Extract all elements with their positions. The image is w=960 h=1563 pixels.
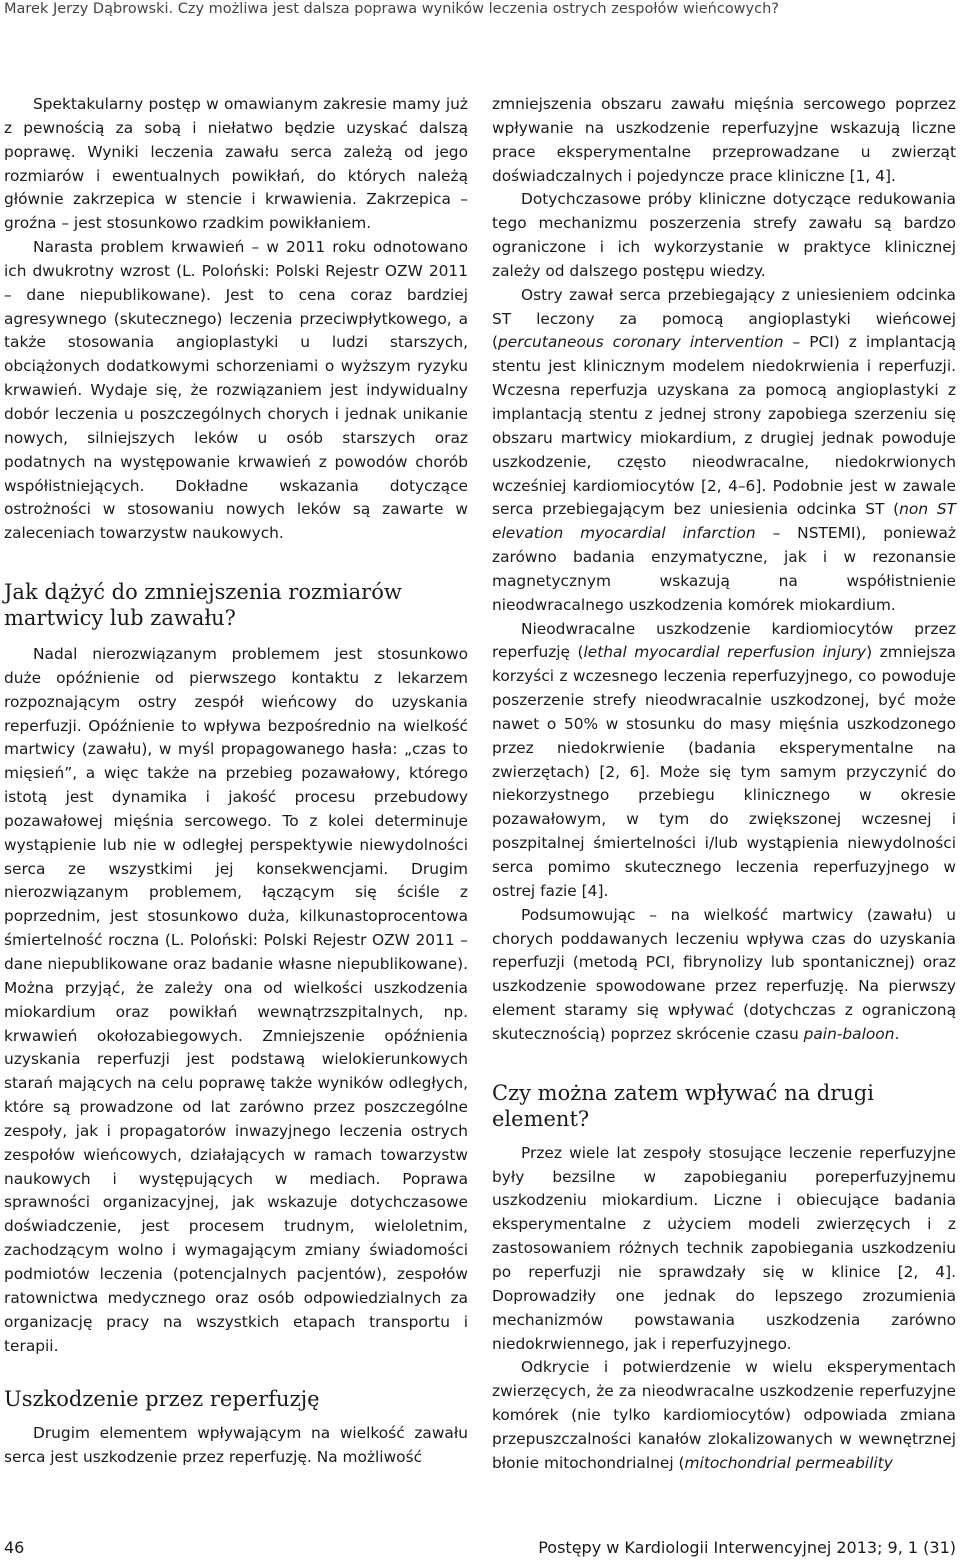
paragraph: Spektakularny postęp w omawianym zakresie mamy już z pewnością za sobą i niełatwo będzie uzyskać dalszą poprawę. Wyniki leczenia zawału serca zależą od jego rozmiarów i ewentualnych powikłań, do których należą głównie zakrzepica w stencie i krwawienia. Zakrzepica – groźna – jest stosunkowo rzadkim powikłaniem. bbox=[4, 95, 468, 233]
right-column bbox=[492, 93, 956, 1476]
text-run: Nieodwracalne uszkodzenie kardiomiocytów przez reperfuzję ( bbox=[492, 619, 956, 662]
text-run: Odkrycie i potwierdzenie w wielu eksperymentach zwierzęcych, że za nieodwracalne uszkodzenie reperfuzyjne komórek (nie tylko kardiomiocytów) odpowiada zmiana przepuszczalności kanałów zlokalizowanych w wewnętrznej błonie mitochondrialnej ( bbox=[492, 1358, 956, 1472]
page-number: 46 bbox=[4, 1538, 25, 1557]
paragraph: Drugim elementem wpływającym na wielkość zawału serca jest uszkodzenie przez reperfuzję. Na możliwość bbox=[4, 1424, 468, 1467]
paragraph bbox=[492, 618, 956, 904]
section-heading: Uszkodzenie przez reperfuzję bbox=[4, 1387, 320, 1412]
left-column bbox=[4, 93, 468, 1470]
text-run: Podsumowując – na wielkość martwicy (zawału) u chorych poddawanych leczeniu wpływa czas do uzyskania reperfuzji (metodą PCI, fibrynolizy lub spontanicznej) oraz uszkodzenie spowodowane przez reperfuzję. Na pierwszy element staramy się wpływać (dotychczas z ograniczoną skutecznością) poprzez skrócenie czasu bbox=[492, 905, 956, 1043]
italic-term: lethal myocardial reperfusion injury bbox=[583, 643, 867, 662]
text-run: Ostry zawał serca przebiegający z uniesieniem odcinka ST leczony za pomocą angioplastyki wieńcowej ( bbox=[492, 285, 956, 352]
paragraph bbox=[492, 904, 956, 1047]
paragraph bbox=[492, 1356, 956, 1475]
paragraph bbox=[492, 284, 956, 618]
paragraph: Nadal nierozwiązanym problemem jest stosunkowo duże opóźnienie od pierwszego kontaktu z lekarzem rozpoznającym ostry zespół wieńcowy do uzyskania reperfuzji. Opóźnienie to wpływa bezpośrednio na wielkość martwicy (zawału), w myśl propagowanego hasła: „czas to mięsień”, a więc także na przebieg pozawałowy, którego istotą jest dynamika i jakość procesu przebudowy pozawałowej mięśnia sercowego. To z kolei determinuje wystąpienie lub nie w odległej perspektywie niewydolności serca ze wszystkimi jej konsekwencjami. Drugim nierozwiązanym problemem, łączącym się ściśle z poprzednim, jest stosunkowo duża, kilkunastoprocentowa śmiertelność roczna (L. Poloński: Polski Rejestr OZW 2011 – dane niepublikowane oraz badanie własne niepublikowane). Można przyjąć, że zależy ona od wielkości uszkodzenia miokardium oraz powikłań wewnątrzszpitalnych, np. krwawień okołozabiegowych. Zmniejszenie opóźnienia uzyskania reperfuzji jest podstawą wielokierunkowych starań mających na celu poprawę także wyników odległych, które są prowadzone od lat zarówno przez poszczególne zespoły, jak i propagatorów inwazyjnego leczenia ostrych zespołów wieńcowych, działających w ramach towarzystw naukowych i występujących w mediach. Poprawa sprawności organizacyjnej, jak wskazuje dotychczasowe doświadczenie, jest procesem trudnym, wieloletnim, zachodzącym wolno i wymagającym zmiany świadomości podmiotów leczenia (potencjalnych pacjentów), zespołów ratownictwa medycznego oraz osób odpowiedzialnych za organizację pracy na wszystkich etapach transportu i terapii. bbox=[4, 645, 468, 1355]
italic-term: pain-baloon bbox=[803, 1024, 895, 1043]
paragraph: Przez wiele lat zespoły stosujące leczenie reperfuzyjne były bezsilne w zapobieganiu poreperfuzyjnemu uszkodzeniu miokardium. Liczne i obiecujące badania eksperymentalne z użyciem modeli zwierzęcych i z zastosowaniem różnych technik zapobiegania uszkodzeniu po reperfuzji nie sprawdzały się w klinice [2, 4]. Doprowadziły one jednak do lepszego zrozumienia mechanizmów powstawania uszkodzenia zarówno niedokrwiennego, jak i reperfuzyjnego. bbox=[492, 1143, 956, 1353]
running-head: Marek Jerzy Dąbrowski. Czy możliwa jest dalsza poprawa wyników leczenia ostrych zespołów wieńcowych? bbox=[4, 1, 779, 17]
paragraph: Dotychczasowe próby kliniczne dotyczące redukowania tego mechanizmu poszerzenia strefy zawału są bardzo ograniczone i ich wykorzystanie w praktyce klinicznej zależy od dalszego postępu wiedzy. bbox=[492, 190, 956, 280]
text-run: – PCI) z implantacją stentu jest klinicznym modelem niedokrwienia i reperfuzji. Wczesna reperfuzja uzyskana za pomocą angioplastyki z implantacją stentu z jednej strony zapobiega szerzeniu się obszaru martwicy miokardium, z drugiej jednak powoduje uszkodzenie, często nieodwracalne, niedokrwionych wcześniej kardiomiocytów [2, 4–6]. Podobnie jest w zawale serca przebiegającym bez uniesienia odcinka ST ( bbox=[492, 333, 956, 519]
italic-term: mitochondrial permeability bbox=[684, 1453, 893, 1472]
text-run: . bbox=[894, 1024, 900, 1043]
journal-citation: Postępy w Kardiologii Interwencyjnej 2013; 9, 1 (31) bbox=[538, 1538, 956, 1557]
paragraph: zmniejszenia obszaru zawału mięśnia sercowego poprzez wpływanie na uszkodzenie reperfuzyjne wskazują liczne prace eksperymentalne przeprowadzane u zwierząt doświadczalnych i pojedyncze prace kliniczne [1, 4]. bbox=[492, 95, 956, 185]
section-heading: Czy można zatem wpływać na drugi element? bbox=[492, 1080, 874, 1131]
italic-term: non ST elevation myocardial infarction bbox=[492, 500, 956, 543]
italic-term: percutaneous coronary intervention bbox=[498, 333, 784, 352]
text-run: – NSTEMI), ponieważ zarówno badania enzymatyczne, jak i w rezonansie magnetycznym wskazują na współistnienie nieodwracalnego uszkodzenia komórek miokardium. bbox=[492, 524, 956, 614]
paragraph: Narasta problem krwawień – w 2011 roku odnotowano ich dwukrotny wzrost (L. Polоński: Polski Rejestr OZW 2011 – dane niepublikowane). Jest to cena coraz bardziej agresywnego (skutecznego) leczenia przeciwpłytkowego, a także stosowania angioplastyki u ludzi starszych, obciążonych dodatkowymi schorzeniami o wyższym ryzyku krwawień. Wydaje się, że rozwiązaniem jest indywidualny dobór leczenia u poszczególnych chorych i jednak unikanie nowych, silniejszych leków u osób starszych oraz podatnych na występowanie krwawień z powodów chorób współistniejących. Dokładne wskazania dotyczące ostrożności w stosowaniu nowych leków są zawarte w zaleceniach towarzystw naukowych. bbox=[4, 238, 468, 543]
text-run: ) zmniejsza korzyści z wczesnego leczenia reperfuzyjnego, co powoduje poszerzenie strefy nieodwracalnie uszkodzonej, być może nawet o 50% w stosunku do masy mięśnia uszkodzonego przez niedokrwienie (badania eksperymentalne na zwierzętach) [2, 6]. Może się tym samym przyczynić do niekorzystnego przebiegu klinicznego w okresie pozawałowym, w tym do zwiększonej wczesnej i poszpitalnej śmiertelności i/lub wystąpienia niewydolności serca pomimo skutecznego leczenia reperfuzyjnego w ostrej fazie [4]. bbox=[492, 643, 956, 900]
section-heading: Jak dążyć do zmniejszenia rozmiarów martwicy lub zawału? bbox=[4, 580, 402, 631]
